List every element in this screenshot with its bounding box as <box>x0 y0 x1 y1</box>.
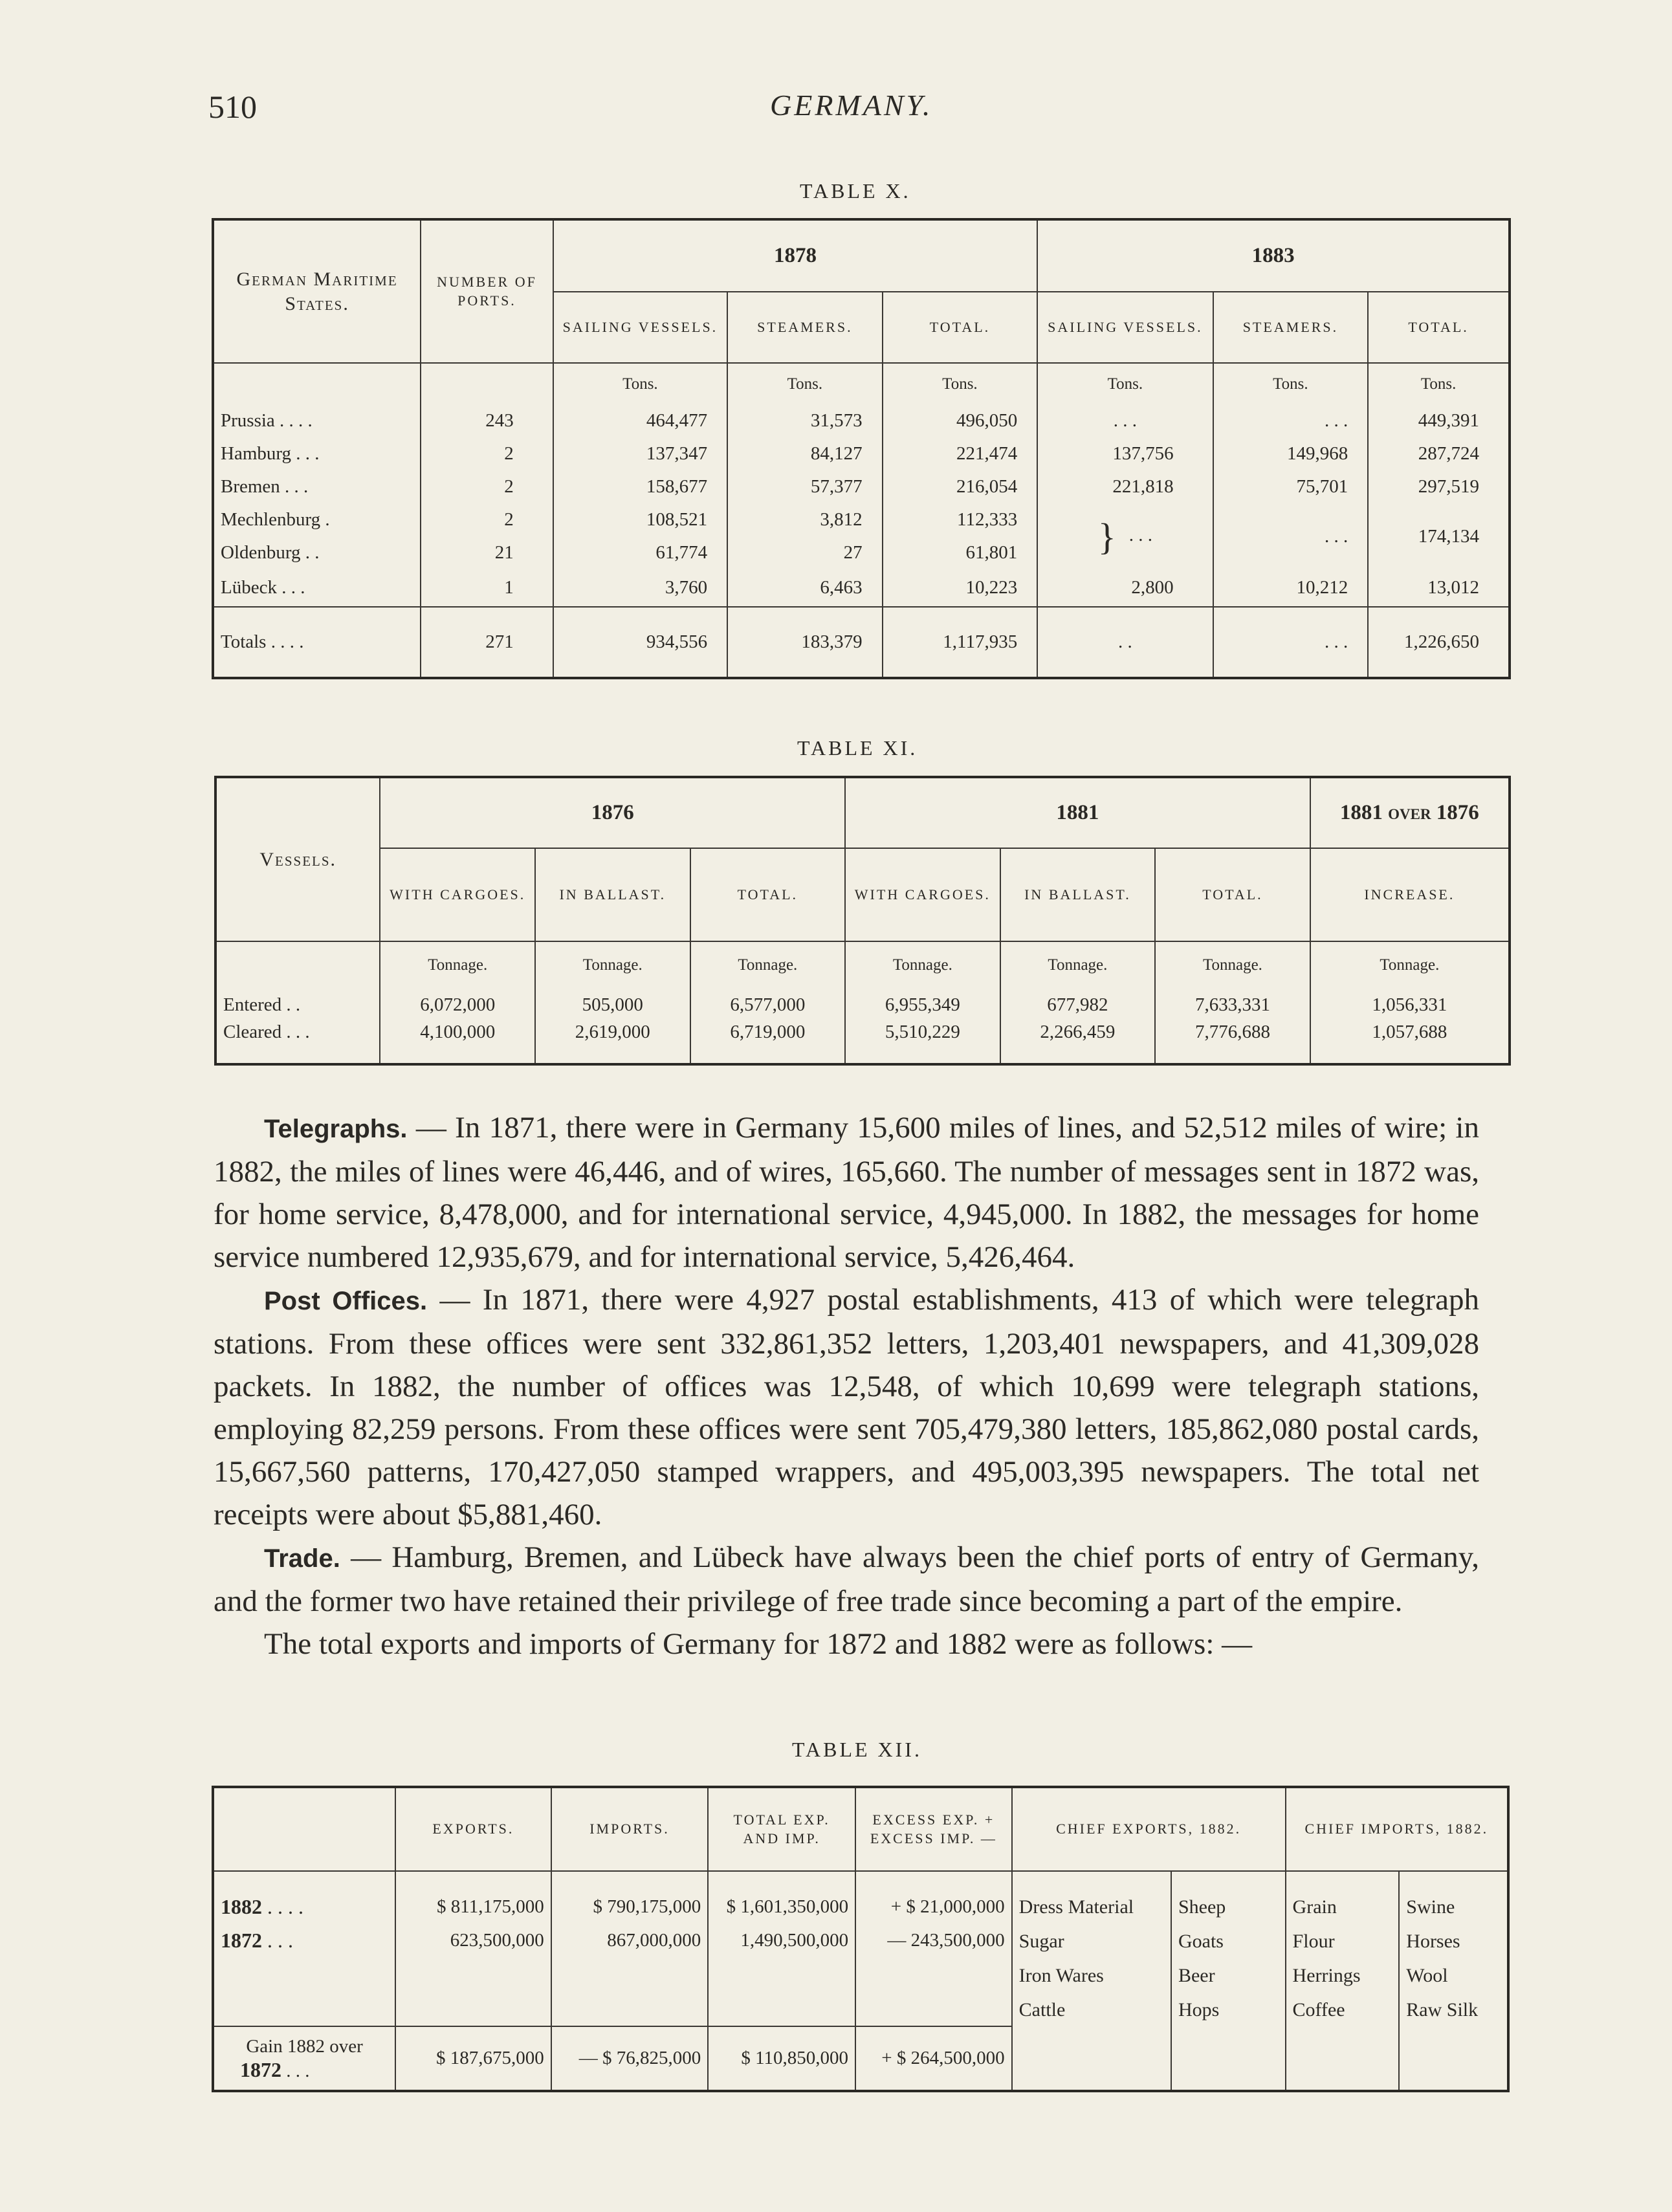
totals-row <box>213 607 1510 678</box>
total-1882: $ 1,601,350,000 <box>726 1896 849 1917</box>
col-header-imports: IMPORTS. <box>551 1787 709 1871</box>
list-item: Wool <box>1406 1965 1448 1986</box>
total-1881: 7,633,331 <box>1155 988 1310 1022</box>
col-header-chief-imports: CHIEF IMPORTS, 1882. <box>1286 1787 1508 1871</box>
sub-with-cargoes-1881: WITH CARGOES. <box>845 848 1000 941</box>
col-header-vessels: Vessels. <box>215 777 380 941</box>
list-item: Dress Material <box>1018 1896 1134 1918</box>
body-text <box>214 1106 1479 1665</box>
total-1878-total: 1,117,935 <box>883 607 1038 678</box>
ports-value: 243 <box>421 404 553 437</box>
row-label: Cleared . . . <box>215 1022 380 1064</box>
ports-value: 21 <box>421 536 553 569</box>
run-in-heading-post-offices: Post Offices. <box>264 1287 428 1315</box>
sub-steamers-1878: STEAMERS. <box>727 292 883 363</box>
row-label: Entered . . <box>215 988 380 1022</box>
sub-increase: INCREASE. <box>1310 848 1510 941</box>
table-row <box>213 437 1510 470</box>
sailing-1883: . . . <box>1037 404 1213 437</box>
table-xi-caption: TABLE XI. <box>797 736 918 760</box>
state-name: Oldenburg . . <box>213 536 421 569</box>
year-labels <box>213 1871 395 2026</box>
list-item: Sheep <box>1178 1896 1226 1918</box>
total-1883: 297,519 <box>1418 476 1479 497</box>
imports-values <box>551 1871 709 2026</box>
table-row <box>213 470 1510 503</box>
list-item: Sugar <box>1018 1931 1064 1952</box>
total-1883: 287,724 <box>1418 443 1479 464</box>
state-name: Hamburg . . . <box>213 437 421 470</box>
col-header-excess: EXCESS EXP. + EXCESS IMP. — <box>855 1787 1012 1871</box>
exports-gain: $ 187,675,000 <box>395 2026 551 2091</box>
unit-label: Tonnage. <box>535 941 690 988</box>
steamers-1878: 57,377 <box>727 470 883 503</box>
sailing-1883-total: . . <box>1037 607 1213 678</box>
list-item: Goats <box>1178 1931 1224 1952</box>
paragraph-telegraphs: Telegraphs. — In 1871, there were in Germany 15,600 miles of lines, and 52,512 miles of wire; in 1882, the miles of lines were 46,446, and of wires, 165,660. The number of messages sent in 1872 was, for home service, 8,478,000, and for international service, 4,945,000. In 1882, the messages for home service numbered 12,935,679, and for international service, 5,426,464. <box>214 1111 1479 1274</box>
sailing-1883: 137,756 <box>1037 437 1213 470</box>
total-1872: 1,490,500,000 <box>740 1930 849 1951</box>
total-1876: 6,577,000 <box>690 988 846 1022</box>
unit-label: Tons. <box>553 363 727 404</box>
unit-label: Tonnage. <box>1155 941 1310 988</box>
unit-label: Tons. <box>1037 363 1213 404</box>
running-title: GERMANY. <box>770 89 933 122</box>
steamers-1883: 149,968 <box>1213 437 1369 470</box>
year-1881: 1881 <box>845 777 1310 848</box>
paragraph-trade: Trade. — Hamburg, Bremen, and Lübeck have always been the chief ports of entry of Germany, and the former two have retained their privilege of free trade since becoming a part of the empire. <box>214 1540 1479 1618</box>
exports-values <box>395 1871 551 2026</box>
list-item: Hops <box>1178 1999 1220 2020</box>
sailing-1878: 3,760 <box>553 569 727 607</box>
total-values <box>708 1871 855 2026</box>
unit-label: Tonnage. <box>380 941 535 988</box>
state-name: Prussia . . . . <box>213 404 421 437</box>
sub-total-1876: TOTAL. <box>690 848 846 941</box>
sailing-1883: 221,818 <box>1037 470 1213 503</box>
year-1883: 1883 <box>1037 219 1510 292</box>
increase-value: 1,056,331 <box>1372 994 1447 1015</box>
total-1878: 10,223 <box>883 569 1038 607</box>
exports-1882: $ 811,175,000 <box>437 1896 544 1917</box>
list-item: Grain <box>1292 1896 1337 1918</box>
ports-value: 2 <box>421 503 553 536</box>
steamers-1878: 6,463 <box>727 569 883 607</box>
total-1878: 496,050 <box>883 404 1038 437</box>
col-header-exports: EXPORTS. <box>395 1787 551 1871</box>
list-item: Flour <box>1292 1931 1335 1952</box>
total-1878: 216,054 <box>883 470 1038 503</box>
in-ballast-1876: 2,619,000 <box>535 1022 690 1064</box>
excess-1882: + $ 21,000,000 <box>890 1896 1005 1917</box>
increase-value: 1,057,688 <box>1372 1022 1447 1042</box>
sub-total-1883: TOTAL. <box>1368 292 1510 363</box>
exports-1872: 623,500,000 <box>450 1930 544 1951</box>
state-name: Mechlenburg . <box>213 503 421 536</box>
chief-imports-list-b <box>1399 1871 1508 2091</box>
list-item: Beer <box>1178 1965 1215 1986</box>
col-header-ports: NUMBER OF PORTS. <box>421 219 553 363</box>
table-xii-caption: TABLE XII. <box>792 1738 922 1761</box>
year-1882-label: 1882 . . . . <box>221 1895 303 1918</box>
sub-total-1878: TOTAL. <box>883 292 1038 363</box>
run-in-heading-trade: Trade. <box>264 1544 340 1573</box>
run-in-heading-telegraphs: Telegraphs. <box>264 1115 408 1143</box>
col-header-states: German Maritime States. <box>213 219 421 363</box>
paragraph-post-offices: Post Offices. — In 1871, there were 4,927 postal establishments, 413 of which were telegraph stations. From these offices were sent 332,861,352 letters, 1,203,401 newspapers, and 41,309,028 packets. In 1882, the number of offices was 12,548, of which 10,699 were telegraph stations, employing 82,259 persons. From these offices were sent 705,479,380 letters, 185,862,080 postal cards, 15,667,560 patterns, 170,427,050 stamped wrappers, and 495,003,395 newspapers. The total net receipts were about $5,881,460. <box>214 1283 1480 1531</box>
with-cargoes-1876: 4,100,000 <box>380 1022 535 1064</box>
sub-in-ballast-1876: IN BALLAST. <box>535 848 690 941</box>
table-row <box>213 404 1510 437</box>
sailing-1883: 2,800 <box>1037 569 1213 607</box>
table-xii <box>212 1786 1510 2092</box>
excess-gain: + $ 264,500,000 <box>855 2026 1012 2091</box>
list-item: Swine <box>1406 1896 1455 1918</box>
in-ballast-1881: 677,982 <box>1000 988 1156 1022</box>
steamers-1878: 3,812 <box>727 503 883 536</box>
sub-with-cargoes-1876: WITH CARGOES. <box>380 848 535 941</box>
sailing-1878: 61,774 <box>553 536 727 569</box>
with-cargoes-1881: 6,955,349 <box>845 988 1000 1022</box>
steamers-1878: 27 <box>727 536 883 569</box>
total-1881: 7,776,688 <box>1155 1022 1310 1064</box>
steamers-1883: 75,701 <box>1213 470 1369 503</box>
ports-value: 2 <box>421 470 553 503</box>
table-row <box>213 503 1510 536</box>
sailing-1878-total: 934,556 <box>553 607 727 678</box>
paragraph-exports-intro: The total exports and imports of Germany for 1872 and 1882 were as follows: — <box>264 1627 1253 1661</box>
ports-total: 271 <box>421 607 553 678</box>
table-x <box>212 218 1511 679</box>
year-1881-over-1876: 1881 over 1876 <box>1310 777 1510 848</box>
sailing-1878: 464,477 <box>553 404 727 437</box>
steamers-1883: . . . <box>1213 404 1369 437</box>
year-1872-label: 1872 . . . <box>221 1929 293 1952</box>
steamers-1883: 10,212 <box>1213 569 1369 607</box>
excess-1872: — 243,500,000 <box>887 1930 1005 1951</box>
year-1876: 1876 <box>380 777 845 848</box>
gain-label: Gain 1882 over 1872 . . . <box>213 2026 395 2091</box>
table-row <box>213 569 1510 607</box>
sub-sailing-1878: SAILING VESSELS. <box>553 292 727 363</box>
unit-label: Tons. <box>1213 363 1369 404</box>
imports-1882: $ 790,175,000 <box>593 1896 701 1917</box>
unit-label: Tonnage. <box>845 941 1000 988</box>
total-1878: 221,474 <box>883 437 1038 470</box>
unit-label: Tonnage. <box>690 941 846 988</box>
ports-value: 1 <box>421 569 553 607</box>
total-1878: 61,801 <box>883 536 1038 569</box>
in-ballast-1876: 505,000 <box>535 988 690 1022</box>
col-header-total: TOTAL EXP. AND IMP. <box>708 1787 855 1871</box>
list-item: Herrings <box>1292 1965 1361 1986</box>
col-header-chief-exports: CHIEF EXPORTS, 1882. <box>1012 1787 1286 1871</box>
list-item: Horses <box>1406 1931 1460 1952</box>
list-item: Coffee <box>1292 1999 1345 2020</box>
chief-imports-list-a <box>1286 1871 1400 2091</box>
ports-value: 2 <box>421 437 553 470</box>
list-item: Iron Wares <box>1018 1965 1104 1986</box>
with-cargoes-1881: 5,510,229 <box>845 1022 1000 1064</box>
state-name: Bremen . . . <box>213 470 421 503</box>
sub-sailing-1883: SAILING VESSELS. <box>1037 292 1213 363</box>
total-gain: $ 110,850,000 <box>708 2026 855 2091</box>
excess-values <box>855 1871 1012 2026</box>
chief-exports-list-a <box>1012 1871 1171 2091</box>
steamers-1883-total: . . . <box>1213 607 1369 678</box>
imports-1872: 867,000,000 <box>607 1930 701 1951</box>
in-ballast-1881: 2,266,459 <box>1000 1022 1156 1064</box>
list-item: Raw Silk <box>1406 1999 1479 2020</box>
list-item: Cattle <box>1018 1999 1066 2020</box>
table-xi <box>214 776 1511 1066</box>
totals-label: Totals . . . . <box>213 607 421 678</box>
total-1878: 112,333 <box>883 503 1038 536</box>
sub-total-1881: TOTAL. <box>1155 848 1310 941</box>
sailing-1878: 137,347 <box>553 437 727 470</box>
steamers-1878: 31,573 <box>727 404 883 437</box>
unit-label: Tonnage. <box>1380 956 1440 974</box>
table-row <box>215 988 1510 1022</box>
unit-label: Tons. <box>1420 375 1457 393</box>
with-cargoes-1876: 6,072,000 <box>380 988 535 1022</box>
unit-label: Tons. <box>883 363 1038 404</box>
page-number: 510 <box>208 89 257 125</box>
total-1876: 6,719,000 <box>690 1022 846 1064</box>
sub-steamers-1883: STEAMERS. <box>1213 292 1369 363</box>
state-name: Lübeck . . . <box>213 569 421 607</box>
unit-label: Tons. <box>727 363 883 404</box>
sailing-1878: 158,677 <box>553 470 727 503</box>
total-1883: 13,012 <box>1427 577 1479 598</box>
steamers-1878: 84,127 <box>727 437 883 470</box>
table-row <box>215 1022 1510 1064</box>
total-1883: 449,391 <box>1418 410 1479 431</box>
imports-gain: — $ 76,825,000 <box>551 2026 709 2091</box>
steamers-1883-bracketed: . . . <box>1213 503 1369 569</box>
year-1878: 1878 <box>553 219 1037 292</box>
table-x-caption: TABLE X. <box>800 179 911 203</box>
total-1883-total: 1,226,650 <box>1368 607 1510 678</box>
sailing-1878: 108,521 <box>553 503 727 536</box>
unit-label: Tonnage. <box>1000 941 1156 988</box>
sub-in-ballast-1881: IN BALLAST. <box>1000 848 1156 941</box>
total-1883-bracketed: 174,134 <box>1418 525 1479 547</box>
chief-exports-list-b <box>1171 1871 1286 2091</box>
sailing-1883-bracketed: } . . . <box>1037 503 1213 569</box>
steamers-1878-total: 183,379 <box>727 607 883 678</box>
